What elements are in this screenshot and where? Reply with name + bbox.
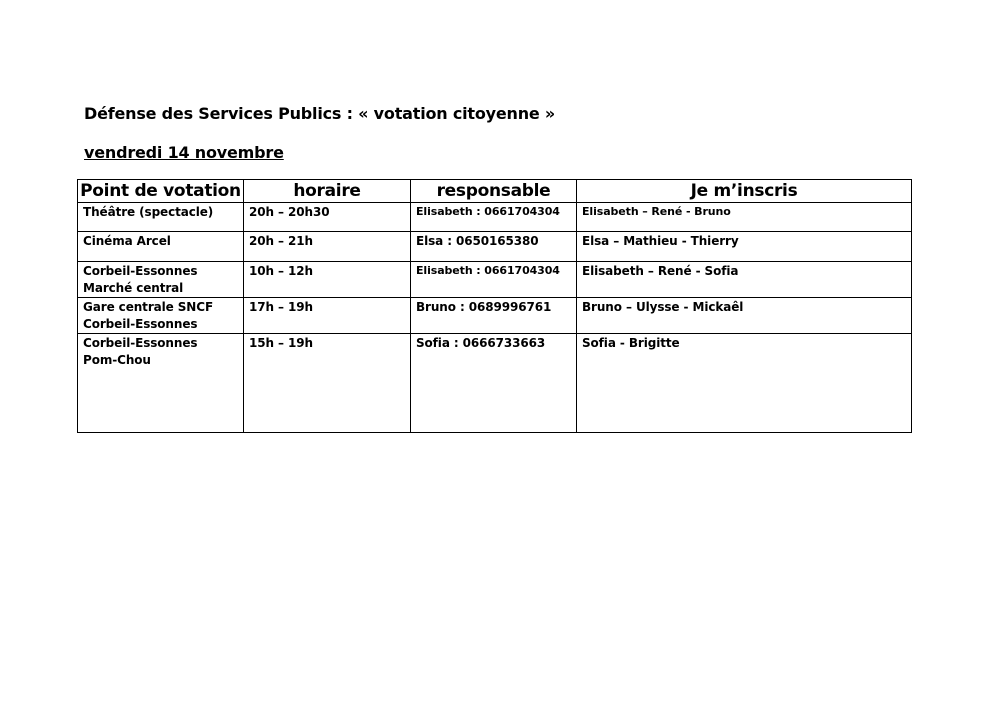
- cell-inscris: Elsa – Mathieu - Thierry: [577, 232, 912, 262]
- cell-point: Cinéma Arcel: [78, 232, 244, 262]
- cell-horaire: 10h – 12h: [244, 262, 411, 298]
- table-row: [78, 334, 912, 433]
- cell-responsable: Elisabeth : 0661704304: [411, 203, 577, 232]
- document-title: Défense des Services Publics : « votation citoyenne »: [84, 104, 556, 123]
- cell-point: Gare centrale SNCF Corbeil-Essonnes: [78, 298, 244, 334]
- cell-horaire: 15h – 19h: [244, 334, 411, 433]
- header-responsable: responsable: [411, 180, 577, 203]
- header-horaire: horaire: [244, 180, 411, 203]
- cell-point: Corbeil-Essonnes Marché central: [78, 262, 244, 298]
- cell-inscris: Sofia - Brigitte: [577, 334, 912, 433]
- table-row: [78, 298, 912, 334]
- cell-inscris: Elisabeth – René - Bruno: [577, 203, 912, 232]
- voting-schedule-table: [77, 179, 912, 433]
- table-row: [78, 203, 912, 232]
- header-point-de-votation: Point de votation: [78, 180, 244, 203]
- cell-point: Théâtre (spectacle): [78, 203, 244, 232]
- table-row: [78, 262, 912, 298]
- table-row: [78, 232, 912, 262]
- cell-responsable: Bruno : 0689996761: [411, 298, 577, 334]
- cell-horaire: 17h – 19h: [244, 298, 411, 334]
- cell-inscris: Bruno – Ulysse - Mickaêl: [577, 298, 912, 334]
- cell-horaire: 20h – 20h30: [244, 203, 411, 232]
- cell-horaire: 20h – 21h: [244, 232, 411, 262]
- event-date: vendredi 14 novembre: [84, 143, 284, 162]
- cell-responsable: Elsa : 0650165380: [411, 232, 577, 262]
- header-je-minscris: Je m’inscris: [577, 180, 912, 203]
- cell-responsable: Elisabeth : 0661704304: [411, 262, 577, 298]
- cell-inscris: Elisabeth – René - Sofia: [577, 262, 912, 298]
- table-header-row: [78, 180, 912, 203]
- cell-point: Corbeil-Essonnes Pom-Chou: [78, 334, 244, 433]
- cell-responsable: Sofia : 0666733663: [411, 334, 577, 433]
